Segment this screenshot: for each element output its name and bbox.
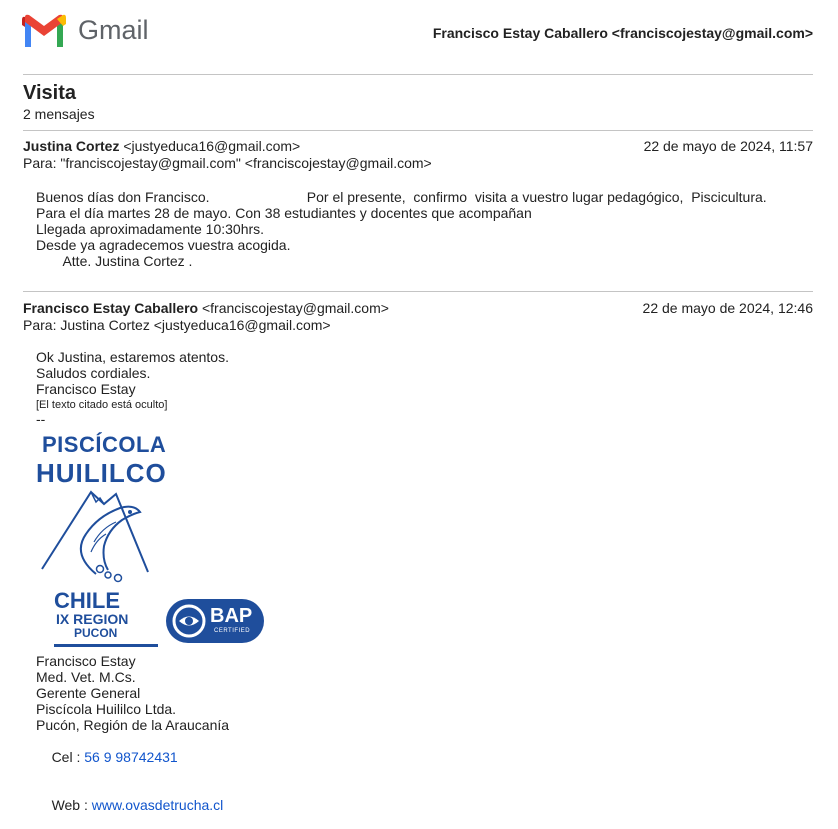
- logo-chile: CHILE: [54, 588, 120, 613]
- phone-link[interactable]: 56 9 98742431: [84, 749, 178, 765]
- message-1-recipient: Para: "franciscojestay@gmail.com" <franciscojestay@gmail.com>: [23, 155, 432, 171]
- body-line: Para el día martes 28 de mayo. Con 38 estudiantes y docentes que acompañan: [36, 205, 532, 221]
- bap-text: BAP: [210, 605, 253, 627]
- message-count: 2 mensajes: [23, 106, 95, 122]
- message-1-body: [36, 189, 767, 269]
- web-label: Web :: [51, 797, 92, 813]
- message-2-date: 22 de mayo de 2024, 12:46: [642, 300, 813, 316]
- signature-separator: --: [36, 411, 46, 427]
- signature-line: Piscícola Huililco Ltda.: [36, 701, 177, 717]
- signature: [36, 653, 229, 829]
- message-2-body: [36, 349, 229, 427]
- bap-badge: [166, 599, 264, 643]
- body-line: Francisco Estay: [36, 381, 136, 397]
- signature-line: Gerente General: [36, 685, 141, 701]
- account-user: Francisco Estay Caballero <franciscojestay@gmail.com>: [432, 25, 813, 41]
- message-divider-2: [23, 291, 813, 292]
- fish-mountain-icon: [36, 484, 166, 584]
- message-2-recipient: Para: Justina Cortez <justyeduca16@gmail.com>: [23, 317, 331, 333]
- sender-email: <franciscojestay@gmail.com>: [201, 300, 389, 316]
- body-line: Ok Justina, estaremos atentos.: [36, 349, 229, 365]
- body-line: Buenos días don Francisco. Por el presente, confirmo visita a vuestro lugar pedagógico, Piscicultura.: [36, 189, 767, 205]
- website-link[interactable]: www.ovasdetrucha.cl: [91, 797, 224, 813]
- signature-web: [36, 781, 229, 829]
- gmail-m-icon: [22, 14, 66, 48]
- body-line: Llegada aproximadamente 10:30hrs.: [36, 221, 265, 237]
- thread-subject: Visita: [23, 82, 76, 104]
- logo-region: IX REGION: [56, 611, 129, 627]
- bap-subtext: CERTIFIED: [214, 628, 251, 634]
- header-divider: [23, 74, 813, 75]
- body-line: Desde ya agradecemos vuestra acogida.: [36, 237, 291, 253]
- logo-line-2: HUILILCO: [36, 458, 167, 488]
- sender-name: Francisco Estay Caballero: [23, 300, 199, 316]
- signature-line: Pucón, Región de la Araucanía: [36, 717, 230, 733]
- company-logo: [36, 432, 266, 652]
- sender-email: <justyeduca16@gmail.com>: [123, 138, 301, 154]
- signature-line: Francisco Estay: [36, 653, 136, 669]
- message-2-sender: [23, 300, 389, 316]
- logo-line-1: PISCÍCOLA: [42, 432, 167, 457]
- quoted-text-toggle[interactable]: [El texto citado está oculto]: [36, 399, 168, 411]
- body-line: Atte. Justina Cortez .: [36, 253, 193, 269]
- logo-city: PUCON: [74, 626, 118, 640]
- gmail-logo[interactable]: [22, 14, 162, 50]
- sender-name: Justina Cortez: [23, 138, 120, 154]
- message-divider-1: [23, 130, 813, 131]
- logo-underline: [54, 644, 158, 647]
- signature-line: Med. Vet. M.Cs.: [36, 669, 136, 685]
- gmail-wordmark: Gmail: [78, 15, 149, 45]
- message-1-date: 22 de mayo de 2024, 11:57: [643, 138, 813, 154]
- message-1-sender: [23, 138, 300, 154]
- body-line: Saludos cordiales.: [36, 365, 151, 381]
- phone-label: Cel :: [51, 749, 85, 765]
- bap-eye-icon: [169, 601, 209, 641]
- signature-phone: [36, 733, 229, 781]
